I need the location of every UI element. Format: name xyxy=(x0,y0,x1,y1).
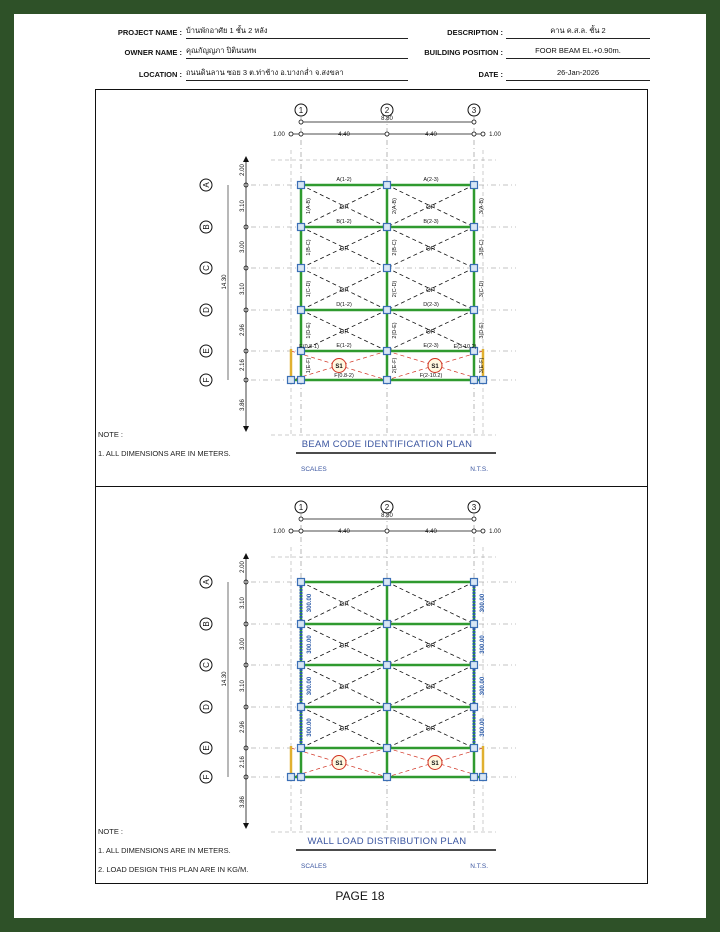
grid-label-1: 1 xyxy=(298,503,304,512)
opening-label: OP xyxy=(426,685,435,691)
slab-label: S1 xyxy=(335,761,343,767)
plan-title: BEAM CODE IDENTIFICATION PLAN xyxy=(301,439,473,450)
column xyxy=(471,704,478,711)
dimension-tick xyxy=(481,529,485,533)
grid-label-A: A xyxy=(202,579,211,585)
dimension-tick xyxy=(299,120,303,124)
wall-load-distribution-panel xyxy=(95,486,648,884)
building-position-value: FOOR BEAM EL.+0.90m. xyxy=(506,46,650,59)
column xyxy=(298,307,305,314)
plan-title: WALL LOAD DISTRIBUTION PLAN xyxy=(307,836,467,847)
row-spacing-label: 2.00 xyxy=(240,164,246,176)
row-spacing-label: 3.86 xyxy=(240,399,246,411)
grid-label-3: 3 xyxy=(471,503,477,512)
wall-load-label: 300.00 xyxy=(480,718,486,737)
opening-label: OP xyxy=(339,205,349,211)
column xyxy=(298,662,305,669)
dimension-tick xyxy=(289,132,293,136)
column xyxy=(480,774,487,781)
grid-label-B: B xyxy=(202,621,211,627)
row-spacing-label: 2.16 xyxy=(240,359,246,371)
grid-label-F: F xyxy=(202,774,211,780)
wall-load-label: 300.00 xyxy=(307,635,313,654)
owner-name-value: คุณกัญญภา ปิตินนทพ xyxy=(186,46,408,59)
grid-label-D: D xyxy=(202,704,211,710)
beam-code-label: D(2-3) xyxy=(423,302,439,308)
scale-label: SCALES xyxy=(301,863,327,870)
note-heading: NOTE : xyxy=(98,430,124,439)
dimension-arrow xyxy=(243,426,249,432)
beam-code-label: B(1-2) xyxy=(336,219,352,225)
dimension-tick xyxy=(299,132,303,136)
slab-label: S1 xyxy=(431,761,439,767)
column xyxy=(298,774,305,781)
opening-label: OP xyxy=(426,602,435,608)
page-number: PAGE 18 xyxy=(335,889,385,903)
grid-label-A: A xyxy=(202,182,211,188)
description-value: คาน ค.ส.ล. ชั้น 2 xyxy=(506,26,650,39)
scale-label: SCALES xyxy=(301,466,327,473)
column xyxy=(471,579,478,586)
beam-code-label: E(1-2) xyxy=(336,343,352,349)
wall-load-label: 300.00 xyxy=(480,676,486,696)
overall-width-label: 8.80 xyxy=(381,513,393,519)
drawing-sheet xyxy=(14,14,706,918)
column xyxy=(298,265,305,272)
bay-width-label: 4.40 xyxy=(425,529,437,535)
overall-height-label: 14.30 xyxy=(222,671,228,687)
column xyxy=(384,579,391,586)
grid-label-C: C xyxy=(202,265,211,271)
column xyxy=(298,704,305,711)
column xyxy=(471,377,478,384)
slab-label: S1 xyxy=(431,364,439,370)
grid-label-D: D xyxy=(202,307,211,313)
beam-code-label: 2(B-C) xyxy=(392,239,398,256)
grid-label-2: 2 xyxy=(384,503,390,512)
beam-code-label: F(0.8-2) xyxy=(334,373,354,379)
scale-value: N.T.S. xyxy=(470,466,488,473)
beam-code-identification-panel xyxy=(95,89,648,487)
column xyxy=(288,377,295,384)
wall-load-label: 300.00 xyxy=(307,676,313,696)
opening-label: OP xyxy=(339,643,349,650)
column xyxy=(298,621,305,628)
row-spacing-label: 3.00 xyxy=(240,638,246,650)
column xyxy=(471,774,478,781)
grid-label-1: 1 xyxy=(298,106,304,115)
note-heading: NOTE : xyxy=(98,827,124,836)
beam-code-label: 3(E-F) xyxy=(479,357,485,374)
overall-width-label: 8.80 xyxy=(381,116,393,122)
bay-width-label: 4.40 xyxy=(425,132,437,138)
opening-label: OP xyxy=(339,246,349,253)
column xyxy=(298,579,305,586)
column xyxy=(384,745,391,752)
wall-load-label: 300.00 xyxy=(480,635,486,654)
row-spacing-label: 3.10 xyxy=(240,283,246,295)
wall-load-plan-drawing xyxy=(96,487,647,883)
dimension-tick xyxy=(385,132,389,136)
row-spacing-label: 3.86 xyxy=(240,796,246,808)
column xyxy=(298,745,305,752)
row-spacing-label: 3.10 xyxy=(240,200,246,212)
column xyxy=(298,377,305,384)
row-spacing-label: 3.10 xyxy=(240,680,246,692)
column xyxy=(384,662,391,669)
wall-load-label: 300.00 xyxy=(307,718,313,737)
beam-code-label: E(0.8-1) xyxy=(299,344,319,350)
dimension-tick xyxy=(481,132,485,136)
panel-notes xyxy=(98,827,248,884)
opening-label: OP xyxy=(426,726,435,733)
project-name-value: บ้านพักอาศัย 1 ชั้น 2 หลัง xyxy=(186,26,408,39)
dimension-tick xyxy=(472,517,476,521)
beam-code-label: 1(D-E) xyxy=(306,322,312,339)
column xyxy=(384,224,391,231)
date-value: 26-Jan-2026 xyxy=(506,68,650,81)
grid-label-E: E xyxy=(202,348,211,354)
bay-width-label: 4.40 xyxy=(338,529,350,535)
date-label: DATE : xyxy=(478,70,503,79)
panel-notes xyxy=(98,430,231,468)
beam-code-label: 1(C-D) xyxy=(306,280,312,298)
edge-offset-label: 1.00 xyxy=(273,529,285,535)
column xyxy=(298,182,305,189)
column xyxy=(384,704,391,711)
opening-label: OP xyxy=(339,329,349,336)
row-spacing-label: 2.16 xyxy=(240,756,246,768)
beam-code-label: 1(B-C) xyxy=(306,239,312,256)
row-spacing-label: 2.96 xyxy=(240,721,246,733)
dimension-tick xyxy=(299,517,303,521)
column xyxy=(298,224,305,231)
opening-label: OP xyxy=(426,643,435,650)
edge-offset-label: 1.00 xyxy=(273,132,285,138)
column xyxy=(471,621,478,628)
beam-code-label: A(1-2) xyxy=(336,177,352,183)
beam-code-plan-drawing xyxy=(96,90,647,486)
opening-label: OP xyxy=(426,246,435,253)
column xyxy=(471,307,478,314)
dimension-tick xyxy=(472,132,476,136)
beam-code-label: 1(E-F) xyxy=(306,357,312,374)
beam-code-label: 2(A-B) xyxy=(392,198,398,214)
grid-label-F: F xyxy=(202,377,211,383)
edge-offset-label: 1.00 xyxy=(489,132,501,138)
dimension-tick xyxy=(289,529,293,533)
column xyxy=(480,377,487,384)
beam-code-label: 3(D-E) xyxy=(479,322,485,339)
edge-offset-label: 1.00 xyxy=(489,529,501,535)
beam-code-label: F(2-10.2) xyxy=(419,373,443,379)
beam-code-label: D(1-2) xyxy=(336,302,352,308)
row-spacing-label: 2.00 xyxy=(240,561,246,573)
wall-load-label: 300.00 xyxy=(480,593,486,613)
grid-label-2: 2 xyxy=(384,106,390,115)
grid-label-B: B xyxy=(202,224,211,230)
row-spacing-label: 3.10 xyxy=(240,597,246,609)
project-name-label: PROJECT NAME : xyxy=(117,28,182,37)
beam-code-label: 2(C-D) xyxy=(392,280,398,298)
note-item: 1. ALL DIMENSIONS ARE IN METERS. xyxy=(98,846,231,855)
note-item: 1. ALL DIMENSIONS ARE IN METERS. xyxy=(98,449,231,458)
beam-code-label: 2(D-E) xyxy=(392,322,398,339)
slab-label: S1 xyxy=(335,364,343,370)
building-position-label: BUILDING POSITION : xyxy=(424,48,503,57)
bay-width-label: 4.40 xyxy=(338,132,350,138)
column xyxy=(471,224,478,231)
owner-name-label: OWNER NAME : xyxy=(124,48,182,57)
beam-code-label: 3(A-B) xyxy=(479,198,485,214)
dimension-tick xyxy=(385,529,389,533)
column xyxy=(384,307,391,314)
beam-code-label: 1(A-B) xyxy=(306,198,312,214)
dimension-tick xyxy=(299,529,303,533)
grid-label-3: 3 xyxy=(471,106,477,115)
grid-label-C: C xyxy=(202,662,211,668)
column xyxy=(471,265,478,272)
description-label: DESCRIPTION : xyxy=(447,28,503,37)
opening-label: OP xyxy=(339,288,349,294)
row-spacing-label: 3.00 xyxy=(240,241,246,253)
opening-label: OP xyxy=(339,602,349,608)
beam-code-label: E(2-3) xyxy=(423,343,439,349)
opening-label: OP xyxy=(426,288,435,294)
column xyxy=(288,774,295,781)
location-value: ถนนดินลาน ซอย 3 ต.ท่าช้าง อ.บางกล่ำ จ.สงขลา xyxy=(186,68,408,81)
beam-code-label: A(2-3) xyxy=(423,177,439,183)
wall-load-label: 300.00 xyxy=(307,593,313,613)
column xyxy=(471,662,478,669)
dimension-arrow xyxy=(243,553,249,559)
row-spacing-label: 2.96 xyxy=(240,324,246,336)
overall-height-label: 14.30 xyxy=(222,274,228,290)
dimension-arrow xyxy=(243,156,249,162)
beam-code-label: B(2-3) xyxy=(423,219,439,225)
column xyxy=(384,182,391,189)
beam-code-label: 3(C-D) xyxy=(479,280,485,298)
column xyxy=(384,348,391,355)
location-label: LOCATION : xyxy=(138,70,182,79)
column xyxy=(471,745,478,752)
column xyxy=(471,182,478,189)
dimension-tick xyxy=(472,529,476,533)
beam-code-label: 3(B-C) xyxy=(479,239,485,256)
column xyxy=(384,774,391,781)
column xyxy=(384,621,391,628)
beam-code-label: 2(E-F) xyxy=(392,357,398,374)
column xyxy=(384,265,391,272)
opening-label: OP xyxy=(339,726,349,733)
beam-code-label: E(3-10.2) xyxy=(453,344,477,350)
column xyxy=(384,377,391,384)
grid-label-E: E xyxy=(202,745,211,751)
opening-label: OP xyxy=(426,329,435,336)
opening-label: OP xyxy=(339,685,349,691)
scale-value: N.T.S. xyxy=(470,863,488,870)
opening-label: OP xyxy=(426,205,435,211)
dimension-tick xyxy=(472,120,476,124)
note-item: 2. LOAD DESIGN THIS PLAN ARE IN KG/M. xyxy=(98,865,249,874)
